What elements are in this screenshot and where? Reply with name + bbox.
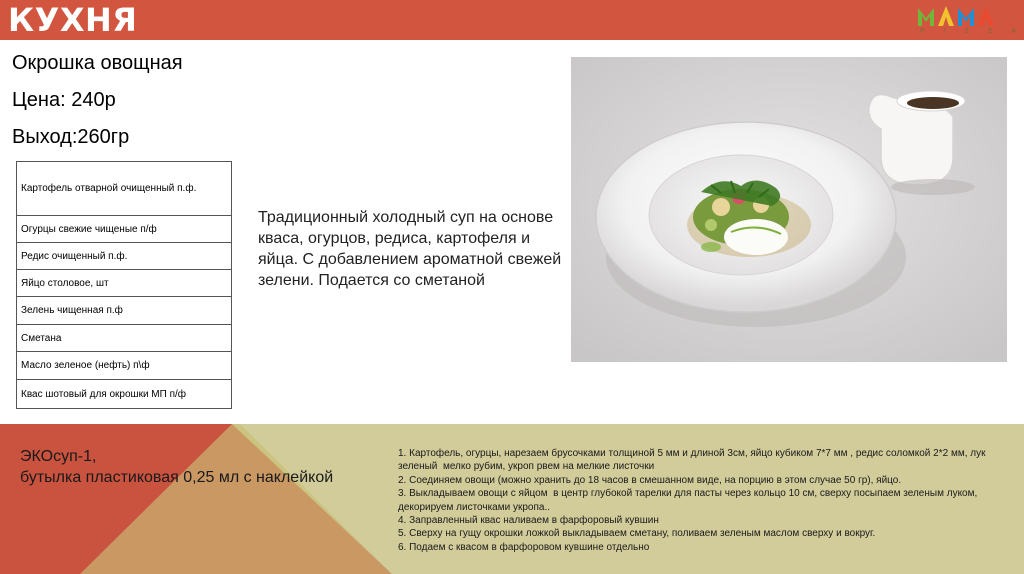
dish-price: Цена: 240р <box>12 89 116 111</box>
ingredient-cell: Огурцы свежие чищеные п/ф <box>17 216 232 243</box>
ingredient-cell: Картофель отварной очищенный п.ф. <box>17 162 232 216</box>
preparation-steps <box>398 447 998 554</box>
dish-photo <box>571 57 1007 362</box>
ingredient-cell: Квас шотовый для окрошки МП п/ф <box>17 380 232 409</box>
ingredient-cell: Зелень чищенная п.ф <box>17 297 232 325</box>
logo-subtitle: P I Z Z A <box>920 28 1016 35</box>
ingredient-cell: Яйцо столовое, шт <box>17 270 232 297</box>
header-bar <box>0 0 1024 40</box>
dish-yield: Выход:260гр <box>12 126 130 148</box>
logo-mark-icon <box>918 4 1018 28</box>
step-item: 5. Сверху на гущу окрошки ложкой выкладываем сметану, поливаем зеленым маслом сверху и вокруг. <box>398 528 876 540</box>
step-item: 6. Подаем с квасом в фарфоровом кувшине отдельно <box>398 541 650 553</box>
packaging-line: ЭКОсуп-1, <box>20 448 97 465</box>
step-item: 2. Соединяем овощи (можно хранить до 18 часов в смешанном виде, на порцию в этом случае 50 гр), яйцо. <box>398 474 902 486</box>
step-item: 3. Выкладываем овощи с яйцом в центр глубокой тарелки для пасты через кольцо 10 см, сверху посыпаем зеленым луком, декорируем листочками укропа.. <box>398 488 981 513</box>
mama-pizza-logo <box>918 4 1018 38</box>
ingredients-table <box>16 161 232 409</box>
packaging-line: бутылка пластиковая 0,25 мл с наклейкой <box>20 469 334 486</box>
step-item: 4. Заправленный квас наливаем в фарфоровый кувшин <box>398 515 659 527</box>
ingredient-cell: Масло зеленое (нефть) п\ф <box>17 352 232 380</box>
ingredient-cell: Редис очищенный п.ф. <box>17 243 232 270</box>
step-item: 1. Картофель, огурцы, нарезаем брусочками толщиной 5 мм и длиной 3см, яйцо кубиком 7*7 мм , редис соломкой 2*2 мм, лук зеленый мелко рубим, укроп рвем на мелкие листочки <box>398 448 989 473</box>
dish-description: Традиционный холодный суп на основе кваса, огурцов, редиса, картофеля и яйца. С добавлением ароматной свежей зелени. Подается со сметаной <box>258 209 562 289</box>
dish-name: Окрошка овощная <box>12 52 183 74</box>
ingredient-cell: Сметана <box>17 325 232 352</box>
packaging-info <box>20 446 390 488</box>
section-title: КУХНЯ <box>8 1 138 39</box>
